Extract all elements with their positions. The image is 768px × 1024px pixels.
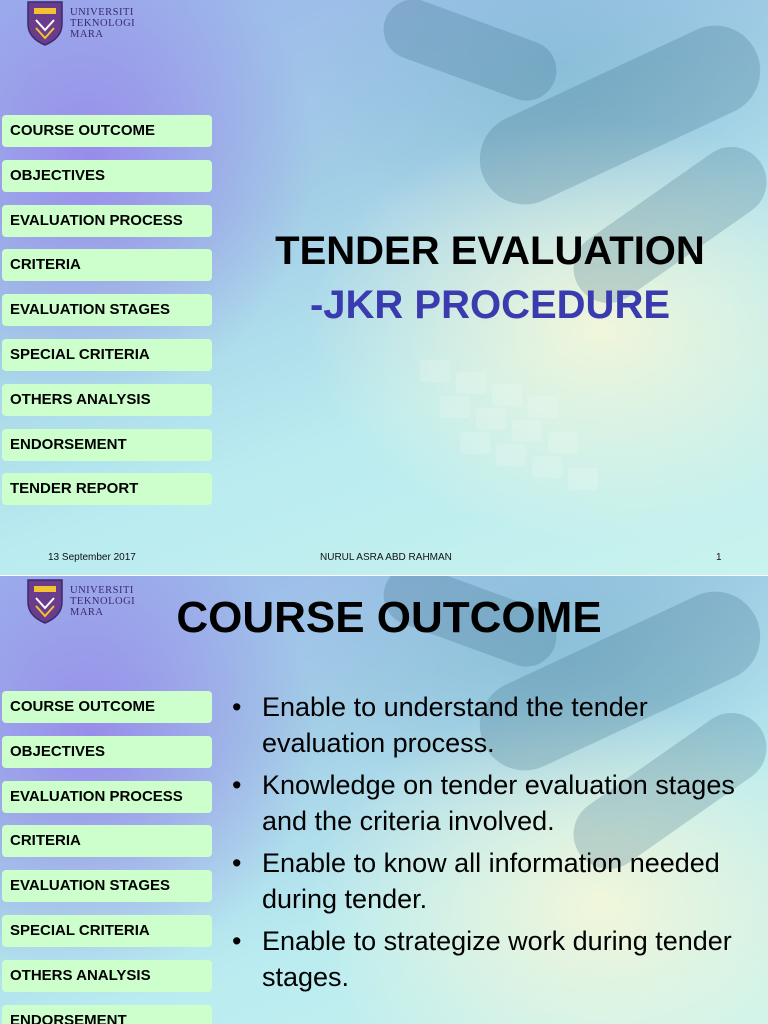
logo-text-line: MARA xyxy=(70,606,104,618)
list-item: • Enable to understand the tender evaluation process. xyxy=(230,689,750,761)
nav-others-analysis-button[interactable]: OTHERS ANALYSIS xyxy=(2,384,212,416)
course-outcome-list xyxy=(230,689,750,1001)
nav-evaluation-process-button[interactable]: EVALUATION PROCESS xyxy=(2,205,212,237)
slide-2 xyxy=(0,576,768,1024)
footer-page-number: 1 xyxy=(716,552,722,563)
nav-objectives-button[interactable]: OBJECTIVES xyxy=(2,736,212,768)
nav-endorsement-button[interactable]: ENDORSEMENT xyxy=(2,1005,212,1024)
nav-objectives-button[interactable]: OBJECTIVES xyxy=(2,160,212,192)
footer-author: NURUL ASRA ABD RAHMAN xyxy=(320,552,452,563)
nav-evaluation-stages-button[interactable]: EVALUATION STAGES xyxy=(2,294,212,326)
list-item: • Enable to know all information needed during tender. xyxy=(230,845,750,917)
uitm-logo xyxy=(26,0,135,46)
slide-1-nav xyxy=(2,115,212,518)
nav-endorsement-button[interactable]: ENDORSEMENT xyxy=(2,429,212,461)
logo-text-line: UNIVERSITI xyxy=(70,6,134,18)
list-item: • Knowledge on tender evaluation stages and the criteria involved. xyxy=(230,767,750,839)
nav-criteria-button[interactable]: CRITERIA xyxy=(2,825,212,857)
nav-others-analysis-button[interactable]: OTHERS ANALYSIS xyxy=(2,960,212,992)
list-item: • Enable to strategize work during tender stages. xyxy=(230,923,750,995)
nav-criteria-button[interactable]: CRITERIA xyxy=(2,249,212,281)
slide-1-subtitle: -JKR PROCEDURE xyxy=(309,283,671,327)
logo-text-line: MARA xyxy=(70,28,104,40)
uitm-crest-icon xyxy=(26,0,64,46)
slide-1-title: TENDER EVALUATION xyxy=(275,229,705,273)
nav-course-outcome-button[interactable]: COURSE OUTCOME xyxy=(2,691,212,723)
nav-evaluation-process-button[interactable]: EVALUATION PROCESS xyxy=(2,781,212,813)
logo-text-line: UNIVERSITI xyxy=(70,584,134,596)
nav-special-criteria-button[interactable]: SPECIAL CRITERIA xyxy=(2,339,212,371)
slide-2-title: COURSE OUTCOME xyxy=(176,593,602,642)
nav-course-outcome-button[interactable]: COURSE OUTCOME xyxy=(2,115,212,147)
logo-text-line: TEKNOLOGI xyxy=(70,595,136,607)
nav-evaluation-stages-button[interactable]: EVALUATION STAGES xyxy=(2,870,212,902)
slide-2-nav xyxy=(2,691,212,1024)
nav-tender-report-button[interactable]: TENDER REPORT xyxy=(2,473,212,505)
footer-date: 13 September 2017 xyxy=(48,552,136,563)
nav-special-criteria-button[interactable]: SPECIAL CRITERIA xyxy=(2,915,212,947)
logo-text-line: TEKNOLOGI xyxy=(70,17,136,29)
